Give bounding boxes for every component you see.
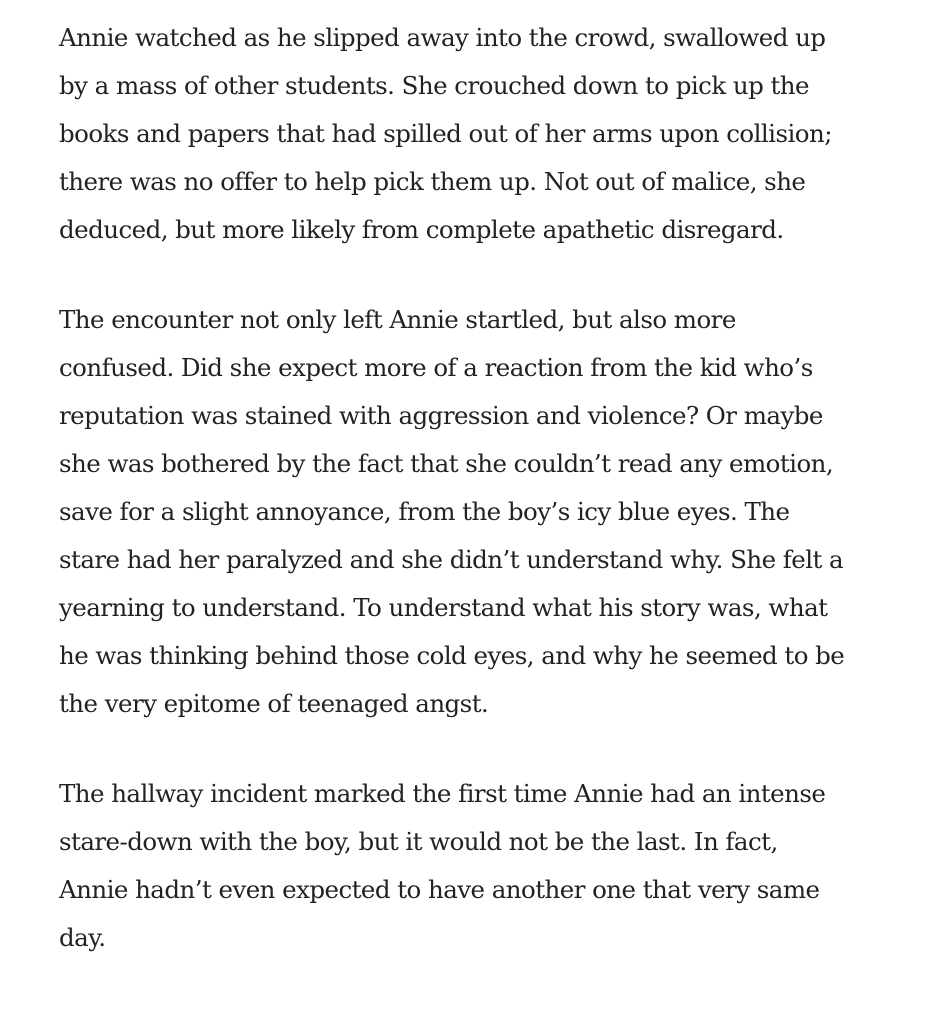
- text-line: stare had her paralyzed and she didn’t understand why. She felt a: [59, 545, 844, 574]
- text-line: the very epitome of teenaged angst.: [59, 689, 489, 718]
- text-line: she was bothered by the fact that she couldn’t read any emotion,: [59, 449, 834, 478]
- text-line: he was thinking behind those cold eyes, and why he seemed to be: [59, 641, 845, 670]
- text-line: deduced, but more likely from complete apathetic disregard.: [59, 215, 784, 244]
- text-line: confused. Did she expect more of a reaction from the kid who’s: [59, 353, 813, 382]
- text-line: yearning to understand. To understand what his story was, what: [59, 593, 828, 622]
- story-paragraph: [59, 770, 891, 962]
- text-line: stare-down with the boy, but it would not be the last. In fact,: [59, 827, 778, 856]
- text-line: save for a slight annoyance, from the boy’s icy blue eyes. The: [59, 497, 790, 526]
- text-line: reputation was stained with aggression and violence? Or maybe: [59, 401, 823, 430]
- text-line: there was no offer to help pick them up. Not out of malice, she: [59, 167, 806, 196]
- text-line: Annie hadn’t even expected to have another one that very same: [59, 875, 820, 904]
- text-line: by a mass of other students. She crouched down to pick up the: [59, 71, 809, 100]
- text-line: The encounter not only left Annie startled, but also more: [59, 305, 736, 334]
- story-paragraph: [59, 14, 891, 254]
- text-line: day.: [59, 923, 106, 952]
- text-line: Annie watched as he slipped away into the crowd, swallowed up: [59, 23, 826, 52]
- text-line: books and papers that had spilled out of her arms upon collision;: [59, 119, 832, 148]
- story-text: [59, 14, 891, 962]
- story-paragraph: [59, 296, 891, 728]
- text-line: The hallway incident marked the first time Annie had an intense: [59, 779, 826, 808]
